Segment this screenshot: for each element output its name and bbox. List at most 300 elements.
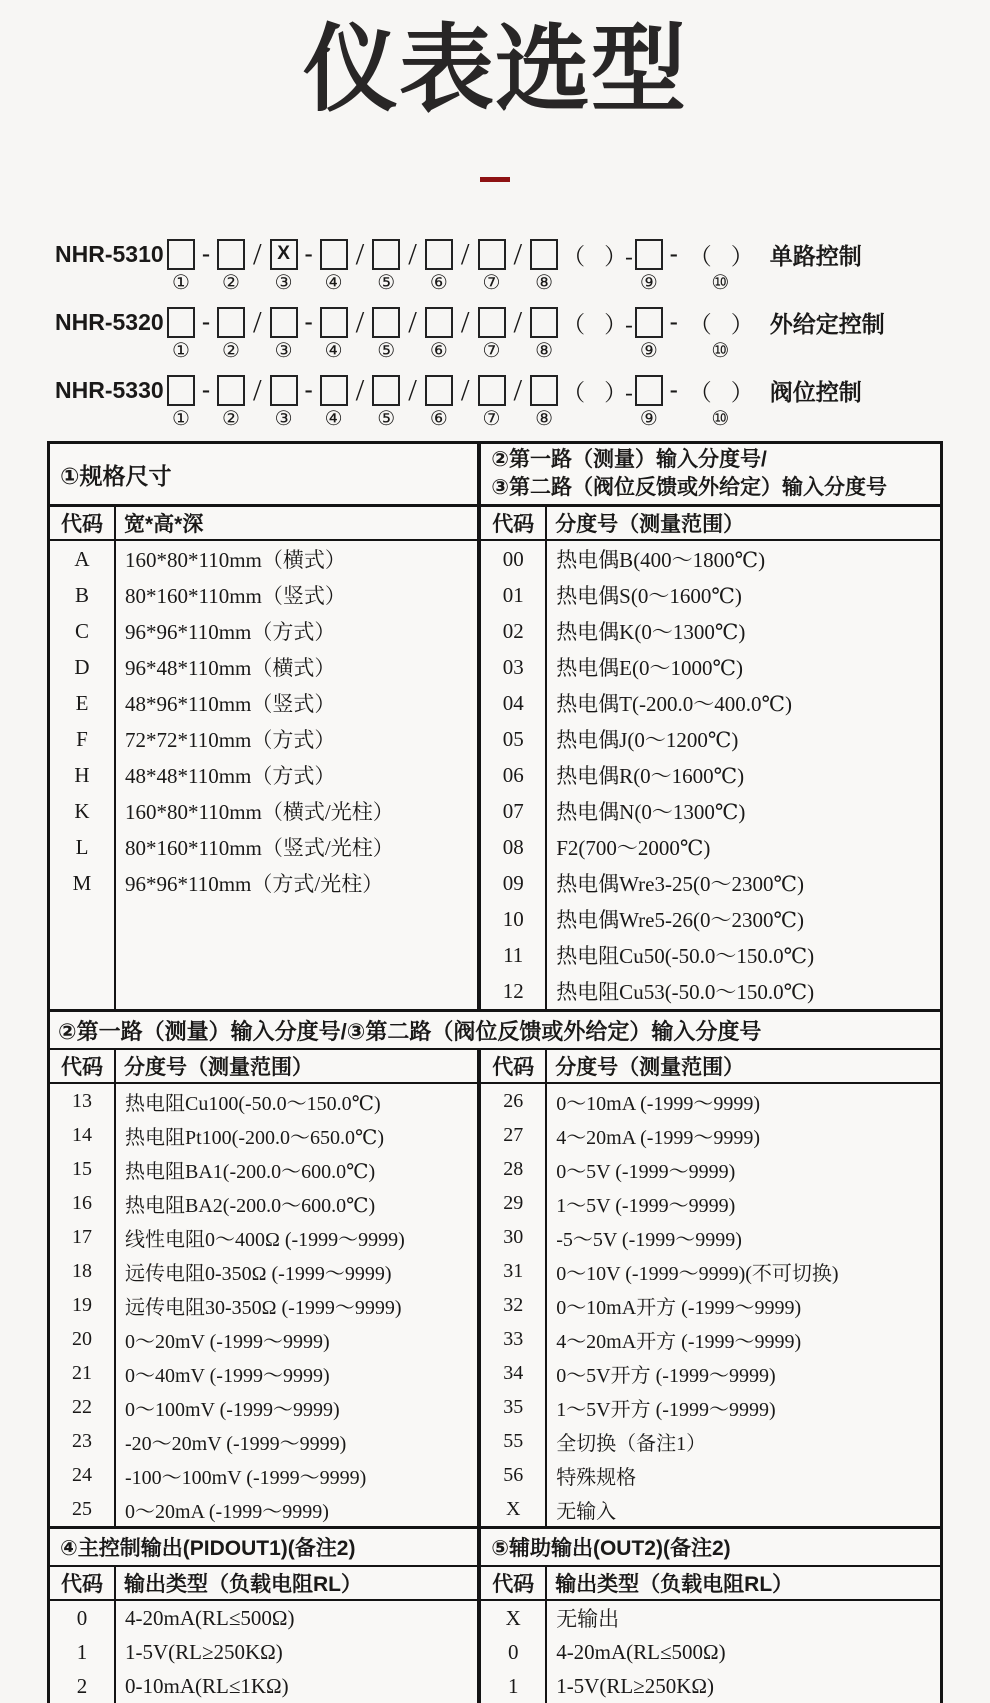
model-control-type: 单路控制 xyxy=(769,242,862,269)
separator: / xyxy=(513,304,523,340)
circled-number: ① xyxy=(172,272,190,295)
table-row xyxy=(481,757,940,793)
row-code: 29 xyxy=(481,1186,547,1220)
column-headers xyxy=(50,507,477,541)
table-row xyxy=(50,1186,477,1220)
row-label: 80*160*110mm（竖式） xyxy=(125,584,346,609)
model-control-type: 外给定控制 xyxy=(769,310,885,337)
circled-number: ③ xyxy=(274,408,293,431)
row-code: 01 xyxy=(481,577,547,613)
input-rows-13-25 xyxy=(50,1084,477,1526)
row-label: 热电偶Wre3-25(0～2300℃) xyxy=(556,872,804,897)
table-row xyxy=(50,577,477,613)
model-name: NHR-5320 xyxy=(55,308,164,335)
table-row xyxy=(481,865,940,901)
row-code: 55 xyxy=(481,1424,547,1458)
circled-number: ⑦ xyxy=(482,272,501,295)
row-label: 0～5V (-1999～9999) xyxy=(556,1160,736,1183)
circled-number: ⑩ xyxy=(711,272,730,295)
row-code: X xyxy=(481,1492,547,1526)
code-box-input-type: X xyxy=(270,239,298,270)
col-header-label: 分度号（测量范围） xyxy=(555,1056,745,1080)
code-box xyxy=(530,307,558,338)
table-row xyxy=(50,1390,477,1424)
row-label: 96*96*110mm（方式/光柱） xyxy=(125,872,384,897)
circled-number: ⑨ xyxy=(639,272,658,295)
row-code: F xyxy=(50,721,116,757)
table-row xyxy=(481,1356,940,1390)
circled-number: ⑤ xyxy=(377,272,396,295)
row-code: 26 xyxy=(481,1084,547,1118)
table-row xyxy=(50,1635,477,1669)
col-header-code: 代码 xyxy=(481,1050,547,1082)
table-row xyxy=(481,1254,940,1288)
column-headers xyxy=(481,1567,940,1601)
separator: - xyxy=(669,308,678,335)
code-box xyxy=(167,239,195,270)
col-header-label: 输出类型（负载电阻RL） xyxy=(124,1573,362,1597)
row-label: 热电阻Cu100(-50.0～150.0℃) xyxy=(125,1092,381,1115)
separator: - xyxy=(304,240,313,267)
circled-number: ⑥ xyxy=(429,340,448,363)
row-label: 1～5V (-1999～9999) xyxy=(556,1194,736,1217)
paren-group: （ ） xyxy=(688,243,752,269)
row-code: 16 xyxy=(50,1186,116,1220)
row-label: 热电偶J(0～1200℃) xyxy=(556,728,739,753)
row-code: 2 xyxy=(50,1669,116,1703)
separator: / xyxy=(355,236,365,272)
row-label: 4～20mA (-1999～9999) xyxy=(556,1126,761,1149)
table-row xyxy=(481,1635,940,1669)
row-code: 35 xyxy=(481,1390,547,1424)
table-row xyxy=(481,1152,940,1186)
row-label: 0～100mV (-1999～9999) xyxy=(125,1398,340,1421)
table-row xyxy=(481,1424,940,1458)
separator: / xyxy=(460,372,470,408)
separator: / xyxy=(253,304,262,340)
separator: - xyxy=(304,308,313,335)
table-row xyxy=(481,1288,940,1322)
circled-number: ⑧ xyxy=(535,340,554,363)
table-row xyxy=(50,1288,477,1322)
code-box xyxy=(478,239,506,270)
col-header-code: 代码 xyxy=(50,1567,116,1599)
table-row xyxy=(50,649,477,685)
table-row xyxy=(50,1322,477,1356)
separator: - xyxy=(202,240,210,267)
row-code: A xyxy=(50,541,116,577)
row-code: 02 xyxy=(481,613,547,649)
code-box xyxy=(530,375,558,406)
row-label: 热电阻BA2(-200.0～600.0℃) xyxy=(125,1194,376,1217)
row-label: 热电偶S(0～1600℃) xyxy=(556,584,742,609)
separator: / xyxy=(460,236,470,272)
row-label: F2(700～2000℃) xyxy=(556,836,711,861)
circled-number: ① xyxy=(172,408,190,431)
row-code: B xyxy=(50,577,116,613)
table-row xyxy=(50,1254,477,1288)
table-row xyxy=(50,1220,477,1254)
col-header-label: 分度号（测量范围） xyxy=(124,1056,313,1080)
code-box xyxy=(217,239,245,270)
separator: / xyxy=(460,304,470,340)
row-label: 0～10mA (-1999～9999) xyxy=(556,1092,761,1115)
row-label: 全切换（备注1） xyxy=(556,1432,707,1455)
separator: - xyxy=(202,376,210,403)
row-code: 0 xyxy=(481,1635,547,1669)
code-box xyxy=(320,239,348,270)
circled-number: ④ xyxy=(324,340,343,363)
table-row xyxy=(50,1601,477,1635)
section-header-size: ①规格尺寸 xyxy=(50,444,477,507)
row-label: 热电偶R(0～1600℃) xyxy=(556,764,745,789)
section-outputs xyxy=(50,1526,940,1703)
table-row xyxy=(50,1356,477,1390)
row-label: 0～20mA (-1999～9999) xyxy=(125,1500,329,1523)
code-box xyxy=(425,239,453,270)
table-row xyxy=(481,901,940,937)
section-header-out2: ⑤辅助输出(OUT2)(备注2) xyxy=(481,1529,940,1567)
row-code: 15 xyxy=(50,1152,116,1186)
section-input-continued xyxy=(50,1009,940,1526)
row-code: X xyxy=(481,1601,547,1635)
table-row xyxy=(481,1186,940,1220)
separator: / xyxy=(355,304,365,340)
row-label: -20～20mV (-1999～9999) xyxy=(125,1432,347,1455)
circled-number: ⑥ xyxy=(429,408,448,431)
row-label: 0～10V (-1999～9999)(不可切换) xyxy=(556,1262,839,1285)
table-row xyxy=(481,721,940,757)
separator: - xyxy=(669,376,678,403)
table-row xyxy=(481,937,940,973)
table-row xyxy=(50,865,477,901)
input-rows-00-12 xyxy=(481,541,940,1009)
row-label: 96*96*110mm（方式） xyxy=(125,620,336,645)
table-row xyxy=(481,577,940,613)
separator: / xyxy=(253,236,262,272)
paren-separator: （ ）- xyxy=(562,243,631,269)
input-grad-half xyxy=(477,444,940,1009)
row-label: 无输出 xyxy=(556,1607,620,1632)
table-row xyxy=(50,613,477,649)
circled-number: ④ xyxy=(324,408,343,431)
accent-dash xyxy=(480,177,510,182)
row-code: 28 xyxy=(481,1152,547,1186)
table-row xyxy=(481,1601,940,1635)
table-row xyxy=(50,685,477,721)
main-control-output-half xyxy=(50,1529,477,1703)
row-label: 热电偶K(0～1300℃) xyxy=(556,620,746,645)
table-row xyxy=(481,1492,940,1526)
code-box xyxy=(635,375,663,406)
row-code: 04 xyxy=(481,685,547,721)
model-name: NHR-5310 xyxy=(55,240,164,267)
row-code: 0 xyxy=(50,1601,116,1635)
code-box xyxy=(425,375,453,406)
circled-number: ⑥ xyxy=(429,272,448,295)
row-code: 07 xyxy=(481,793,547,829)
table-row xyxy=(50,1669,477,1703)
table-row xyxy=(50,793,477,829)
separator: / xyxy=(408,372,417,408)
row-code: D xyxy=(50,649,116,685)
column-headers xyxy=(50,1567,477,1601)
row-label: 热电偶Wre5-26(0～2300℃) xyxy=(556,908,804,933)
row-label: 0～10mA开方 (-1999～9999) xyxy=(556,1296,802,1319)
row-code: M xyxy=(50,865,116,901)
empty-filler xyxy=(50,901,477,1009)
separator: / xyxy=(355,372,365,408)
row-code: 34 xyxy=(481,1356,547,1390)
input-rows-left-half xyxy=(50,1050,477,1526)
circled-number: ③ xyxy=(274,340,293,363)
row-code: 1 xyxy=(481,1669,547,1703)
row-code: 27 xyxy=(481,1118,547,1152)
code-box xyxy=(167,375,195,406)
row-code: 1 xyxy=(50,1635,116,1669)
circled-number: ⑦ xyxy=(482,340,501,363)
row-label: 1-5V(RL≥250KΩ) xyxy=(556,1673,714,1698)
selection-table xyxy=(47,441,943,1703)
code-box xyxy=(372,307,400,338)
table-row xyxy=(481,1390,940,1424)
row-code: H xyxy=(50,757,116,793)
row-label: 160*80*110mm（横式/光柱） xyxy=(125,800,394,825)
table-row xyxy=(481,541,940,577)
column-headers xyxy=(50,1050,477,1084)
circled-number: ① xyxy=(172,340,190,363)
row-label: 特殊规格 xyxy=(556,1466,637,1489)
circled-number: ⑦ xyxy=(482,408,501,431)
row-code: L xyxy=(50,829,116,865)
circled-number: ④ xyxy=(324,272,343,295)
row-label: 热电偶B(400～1800℃) xyxy=(556,548,766,573)
row-code: 25 xyxy=(50,1492,116,1526)
aux-output-half xyxy=(477,1529,940,1703)
code-box xyxy=(320,307,348,338)
page-title: 仪表选型 xyxy=(302,17,687,123)
row-label: 4-20mA(RL≤500Ω) xyxy=(556,1639,726,1664)
table-row xyxy=(50,541,477,577)
circled-number: ⑧ xyxy=(535,408,554,431)
row-code: 20 xyxy=(50,1322,116,1356)
paren-group: （ ） xyxy=(688,379,752,405)
row-label: 160*80*110mm（横式） xyxy=(125,548,346,573)
separator: - xyxy=(304,376,313,403)
separator: - xyxy=(202,308,210,335)
circled-number: ③ xyxy=(274,272,293,295)
row-code: 32 xyxy=(481,1288,547,1322)
code-box xyxy=(478,307,506,338)
row-code: 24 xyxy=(50,1458,116,1492)
table-row xyxy=(50,1424,477,1458)
model-code-line-5320 xyxy=(55,305,990,365)
model-ordering-codes xyxy=(55,237,990,433)
row-label: 80*160*110mm（竖式/光柱） xyxy=(125,836,394,861)
row-code: 00 xyxy=(481,541,547,577)
code-box xyxy=(425,307,453,338)
size-spec-half xyxy=(50,444,477,1009)
code-box xyxy=(635,307,663,338)
row-code: 33 xyxy=(481,1322,547,1356)
col-header-code: 代码 xyxy=(481,507,547,539)
row-code: 22 xyxy=(50,1390,116,1424)
code-box xyxy=(320,375,348,406)
code-box xyxy=(530,239,558,270)
row-label: 0～40mV (-1999～9999) xyxy=(125,1364,330,1387)
row-code: E xyxy=(50,685,116,721)
circled-number: ② xyxy=(222,272,240,295)
row-label: 热电阻Pt100(-200.0～650.0℃) xyxy=(125,1126,385,1149)
col-header-code: 代码 xyxy=(50,507,116,539)
code-box xyxy=(372,375,400,406)
row-code: 19 xyxy=(50,1288,116,1322)
separator: / xyxy=(408,304,417,340)
section-header-input-continued: ②第一路（测量）输入分度号/③第二路（阀位反馈或外给定）输入分度号 xyxy=(50,1012,940,1050)
separator: / xyxy=(408,236,417,272)
code-box xyxy=(217,375,245,406)
row-label: 远传电阻30-350Ω (-1999～9999) xyxy=(125,1296,402,1319)
row-label: 0-10mA(RL≤1KΩ) xyxy=(125,1673,289,1698)
row-label: -5～5V (-1999～9999) xyxy=(556,1228,742,1251)
circled-number: ② xyxy=(222,408,240,431)
row-label: -100～100mV (-1999～9999) xyxy=(125,1466,367,1489)
row-code: 12 xyxy=(481,973,547,1009)
row-label: 线性电阻0～400Ω (-1999～9999) xyxy=(125,1228,405,1251)
model-code-line-5330 xyxy=(55,373,990,433)
row-label: 4～20mA开方 (-1999～9999) xyxy=(556,1330,802,1353)
table-row xyxy=(50,721,477,757)
separator: / xyxy=(253,372,262,408)
pidout1-rows xyxy=(50,1601,477,1703)
row-label: 无输入 xyxy=(556,1500,617,1523)
table-row xyxy=(481,1669,940,1703)
row-label: 热电阻Cu50(-50.0～150.0℃) xyxy=(556,944,815,969)
table-row xyxy=(481,793,940,829)
row-code: 10 xyxy=(481,901,547,937)
row-label: 热电偶N(0～1300℃) xyxy=(556,800,746,825)
table-row xyxy=(481,973,940,1009)
row-code: 56 xyxy=(481,1458,547,1492)
row-label: 远传电阻0-350Ω (-1999～9999) xyxy=(125,1262,392,1285)
row-code: 21 xyxy=(50,1356,116,1390)
circled-number: ⑨ xyxy=(639,408,658,431)
row-label: 96*48*110mm（横式） xyxy=(125,656,336,681)
col-header-label: 输出类型（负载电阻RL） xyxy=(555,1573,794,1597)
code-box xyxy=(372,239,400,270)
row-label: 热电阻BA1(-200.0～600.0℃) xyxy=(125,1160,376,1183)
table-row xyxy=(50,1084,477,1118)
circled-number: ⑩ xyxy=(711,408,730,431)
separator: / xyxy=(513,236,523,272)
row-code: 23 xyxy=(50,1424,116,1458)
row-code: K xyxy=(50,793,116,829)
table-row xyxy=(50,1118,477,1152)
table-row xyxy=(481,685,940,721)
row-label: 0～20mV (-1999～9999) xyxy=(125,1330,330,1353)
row-label: 热电偶E(0～1000℃) xyxy=(556,656,743,681)
circled-number: ② xyxy=(222,340,240,363)
code-box xyxy=(167,307,195,338)
row-label: 48*96*110mm（竖式） xyxy=(125,692,336,717)
section-size-and-input xyxy=(50,444,940,1009)
paren-separator: （ ）- xyxy=(562,311,631,337)
row-code: 18 xyxy=(50,1254,116,1288)
row-label: 1-5V(RL≥250KΩ) xyxy=(125,1639,283,1664)
table-row xyxy=(481,613,940,649)
table-row xyxy=(50,1458,477,1492)
row-label: 热电偶T(-200.0～400.0℃) xyxy=(556,692,792,717)
row-label: 48*48*110mm（方式） xyxy=(125,764,336,789)
model-name: NHR-5330 xyxy=(55,376,164,403)
col-header-label: 分度号（测量范围） xyxy=(555,513,745,537)
table-row xyxy=(481,1322,940,1356)
row-label: 热电阻Cu53(-50.0～150.0℃) xyxy=(556,980,815,1005)
table-row xyxy=(481,1084,940,1118)
separator: - xyxy=(669,240,678,267)
code-box-input-type xyxy=(270,375,298,406)
row-label: 72*72*110mm（方式） xyxy=(125,728,336,753)
row-code: 05 xyxy=(481,721,547,757)
row-code: C xyxy=(50,613,116,649)
size-rows xyxy=(50,541,477,901)
row-label: 1～5V开方 (-1999～9999) xyxy=(556,1398,776,1421)
code-box xyxy=(478,375,506,406)
table-row xyxy=(50,1152,477,1186)
table-row xyxy=(50,1492,477,1526)
out2-rows xyxy=(481,1601,940,1703)
row-code: 30 xyxy=(481,1220,547,1254)
row-code: 11 xyxy=(481,937,547,973)
table-row xyxy=(481,1220,940,1254)
col-header-code: 代码 xyxy=(50,1050,116,1082)
paren-group: （ ） xyxy=(688,311,752,337)
code-box-input-type xyxy=(270,307,298,338)
model-code-line-5310 xyxy=(55,237,990,297)
circled-number: ⑨ xyxy=(639,340,658,363)
circled-number: ⑤ xyxy=(377,408,396,431)
input-rows-26-x xyxy=(481,1084,940,1526)
circled-number: ⑧ xyxy=(535,272,554,295)
column-headers xyxy=(481,1050,940,1084)
circled-number: ⑩ xyxy=(711,340,730,363)
section-header-input xyxy=(481,444,940,507)
table-row xyxy=(481,1118,940,1152)
row-code: 08 xyxy=(481,829,547,865)
input-rows-right-half xyxy=(477,1050,940,1526)
table-row xyxy=(50,829,477,865)
table-row xyxy=(481,1458,940,1492)
row-code: 09 xyxy=(481,865,547,901)
circled-number: ⑤ xyxy=(377,340,396,363)
row-code: 13 xyxy=(50,1084,116,1118)
row-label: 4-20mA(RL≤500Ω) xyxy=(125,1605,295,1630)
row-code: 14 xyxy=(50,1118,116,1152)
model-control-type: 阀位控制 xyxy=(769,378,862,405)
row-label: 0～5V开方 (-1999～9999) xyxy=(556,1364,776,1387)
separator: / xyxy=(513,372,523,408)
column-headers xyxy=(481,507,940,541)
section-header-pidout1: ④主控制输出(PIDOUT1)(备注2) xyxy=(50,1529,477,1567)
col-header-code: 代码 xyxy=(481,1567,547,1599)
header-line-1: ②第一路（测量）输入分度号/ xyxy=(491,448,767,472)
row-code: 06 xyxy=(481,757,547,793)
paren-separator: （ ）- xyxy=(562,379,631,405)
row-code: 17 xyxy=(50,1220,116,1254)
table-row xyxy=(481,829,940,865)
row-code: 31 xyxy=(481,1254,547,1288)
header-line-2: ③第二路（阀位反馈或外给定）输入分度号 xyxy=(491,476,887,500)
